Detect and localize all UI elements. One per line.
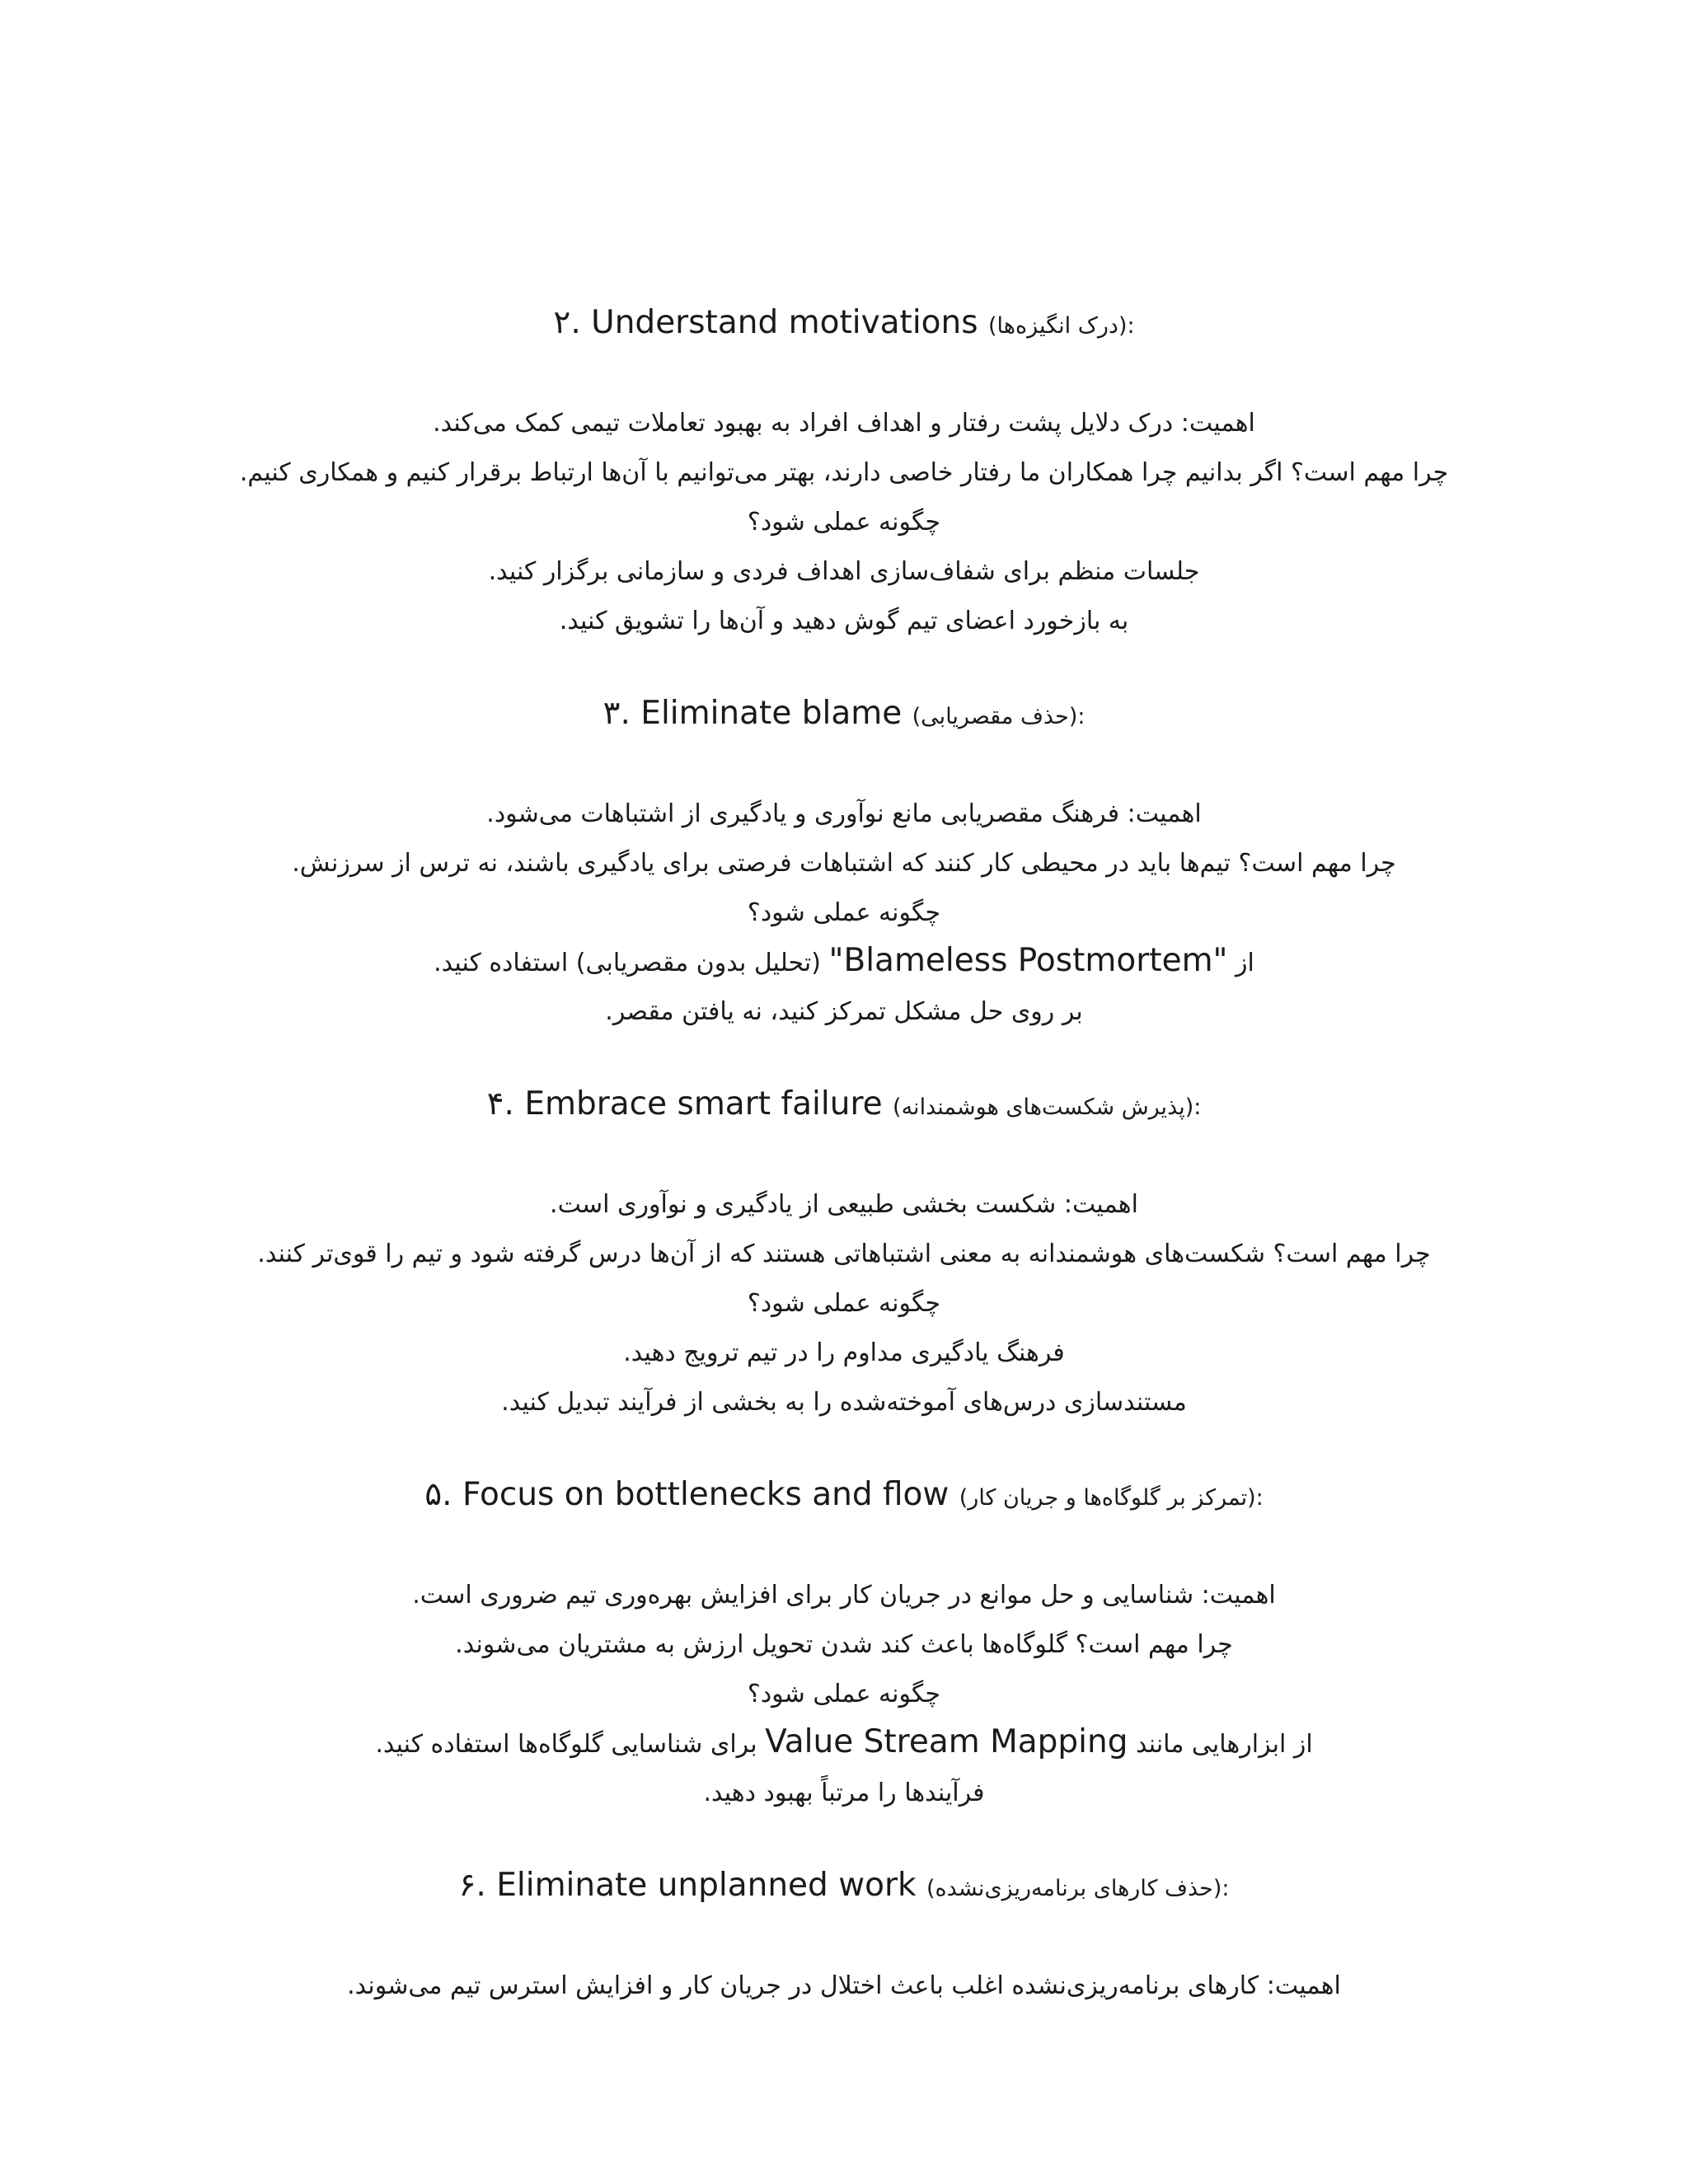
- section-4-title-fa: (پذیرش شکست‌های هوشمندانه):: [893, 1094, 1202, 1120]
- section-5-number: ۵.: [424, 1476, 452, 1513]
- section-5-line-step-2: فرآیندها را مرتباً بهبود دهید.: [703, 1779, 985, 1807]
- section-3-number: ۳.: [603, 695, 631, 732]
- section-4-number: ۴.: [486, 1085, 514, 1122]
- section-6-line-importance: اهمیت: کارهای برنامه‌ریزی‌نشده اغلب باعث اختلال در جریان کار و افزایش استرس تیم می‌شوند.: [347, 1971, 1341, 2000]
- section-4-heading: [165, 1083, 1523, 1129]
- section-5-title-fa: (تمرکز بر گلوگاه‌ها و جریان کار):: [959, 1485, 1264, 1511]
- section-6-number: ۶.: [458, 1867, 486, 1904]
- section-5-line-importance: اهمیت: شناسایی و حل موانع در جریان کار برای افزایش بهره‌وری تیم ضروری است.: [412, 1581, 1276, 1610]
- section-2-line-importance: اهمیت: درک دلایل پشت رفتار و اهداف افراد به بهبود تعاملات تیمی کمک می‌کند.: [433, 409, 1255, 438]
- section-5-line-why: چرا مهم است؟ گلوگاه‌ها باعث کند شدن تحویل ارزش به مشتریان می‌شوند.: [455, 1630, 1233, 1659]
- section-3-title-en: Eliminate blame: [640, 695, 903, 732]
- section-3-line-step-1: از "Blameless Postmortem" (تحلیل بدون مقصریابی) استفاده کنید.: [434, 942, 1254, 979]
- section-6-heading: [165, 1864, 1523, 1910]
- section-4-line-how: چگونه عملی شود؟: [747, 1289, 941, 1318]
- section-4-line-step-2: مستندسازی درس‌های آموخته‌شده را به بخشی از فرآیند تبدیل کنید.: [501, 1388, 1187, 1417]
- section-3-line-step-2: بر روی حل مشکل تمرکز کنید، نه یافتن مقصر.: [605, 997, 1083, 1026]
- section-4-line-why: چرا مهم است؟ شکست‌های هوشمندانه به معنی اشتباهاتی هستند که از آن‌ها درس گرفته شود و تیم را قوی‌تر کنند.: [257, 1240, 1431, 1268]
- section-6-title-fa: (حذف کارهای برنامه‌ریزی‌نشده):: [926, 1876, 1230, 1901]
- section-3-line-why: چرا مهم است؟ تیم‌ها باید در محیطی کار کنند که اشتباهات فرصتی برای یادگیری باشند، نه ترس از سرزنش.: [292, 849, 1396, 878]
- section-2-title-en: Understand motivations: [591, 304, 978, 341]
- section-3-line-importance: اهمیت: فرهنگ مقصریابی مانع نوآوری و یادگیری از اشتباهات می‌شود.: [486, 799, 1202, 828]
- section-2-line-why: چرا مهم است؟ اگر بدانیم چرا همکاران ما رفتار خاصی دارند، بهتر می‌توانیم با آن‌ها ارتباط برقرار کنیم و همکاری کنیم.: [239, 458, 1449, 487]
- section-4-title-en: Embrace smart failure: [524, 1085, 883, 1122]
- blameless-postmortem-term: "Blameless Postmortem": [828, 942, 1228, 979]
- section-2-line-step-1: جلسات منظم برای شفاف‌سازی اهداف فردی و سازمانی برگزار کنید.: [488, 557, 1200, 586]
- section-2-number: ۲.: [553, 304, 581, 341]
- section-5-line-how: چگونه عملی شود؟: [747, 1680, 941, 1708]
- section-3-title-fa: (حذف مقصریابی):: [912, 704, 1085, 729]
- section-3-line-how: چگونه عملی شود؟: [747, 898, 941, 927]
- section-3-heading: [165, 692, 1523, 738]
- section-2-line-how: چگونه عملی شود؟: [747, 508, 941, 537]
- section-5-title-en: Focus on bottlenecks and flow: [462, 1476, 950, 1513]
- section-4-line-importance: اهمیت: شکست بخشی طبیعی از یادگیری و نوآوری است.: [550, 1190, 1138, 1219]
- section-2-title-fa: (درک انگیزه‌ها):: [988, 313, 1135, 339]
- value-stream-mapping-term: Value Stream Mapping: [765, 1723, 1128, 1760]
- section-6-title-en: Eliminate unplanned work: [496, 1867, 917, 1904]
- section-2-line-step-2: به بازخورد اعضای تیم گوش دهید و آن‌ها را تشویق کنید.: [559, 607, 1129, 635]
- section-5-line-step-1: از ابزارهایی مانند Value Stream Mapping برای شناسایی گلوگاه‌ها استفاده کنید.: [375, 1723, 1313, 1760]
- section-2-heading: [165, 302, 1523, 348]
- section-4-line-step-1: فرهنگ یادگیری مداوم را در تیم ترویج دهید.: [623, 1338, 1065, 1367]
- section-5-heading: [165, 1474, 1523, 1520]
